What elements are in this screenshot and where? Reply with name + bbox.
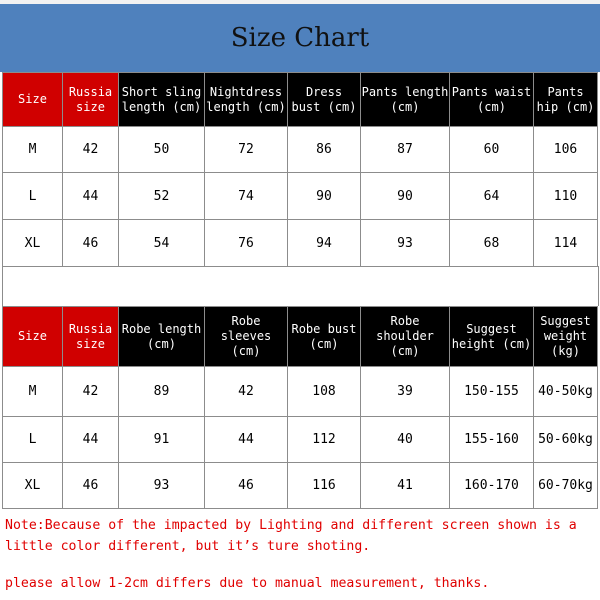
table-cell: XL [3, 463, 63, 509]
table-row [3, 127, 598, 173]
table-cell: 74 [205, 173, 288, 220]
table-cell: 91 [119, 417, 205, 463]
header-cell: Pants waist (cm) [450, 73, 534, 127]
table-cell: 44 [63, 417, 119, 463]
table-cell: 89 [119, 367, 205, 417]
table-cell: 94 [288, 220, 361, 267]
table-cell: 46 [63, 463, 119, 509]
table-cell: 93 [361, 220, 450, 267]
header-cell: Suggest height (cm) [450, 307, 534, 367]
table-header-row [3, 73, 598, 127]
header-cell: Robe sleeves (cm) [205, 307, 288, 367]
table-cell: 52 [119, 173, 205, 220]
header-cell: Russia size [63, 73, 119, 127]
table-cell: 110 [534, 173, 598, 220]
table-cell: 68 [450, 220, 534, 267]
table-row [3, 417, 598, 463]
header-cell: Size [3, 73, 63, 127]
header-cell: Size [3, 307, 63, 367]
header-cell: Pants hip (cm) [534, 73, 598, 127]
header-cell: Pants length (cm) [361, 73, 450, 127]
table-cell: 86 [288, 127, 361, 173]
header-cell: Suggest weight (kg) [534, 307, 598, 367]
table-cell: 155-160 [450, 417, 534, 463]
table-cell: 150-155 [450, 367, 534, 417]
measurement-note: please allow 1-2cm differs due to manual measurement, thanks. [5, 576, 490, 591]
table-cell: M [3, 367, 63, 417]
header-cell: Russia size [63, 307, 119, 367]
header-cell: Short sling length (cm) [119, 73, 205, 127]
table-cell: 90 [361, 173, 450, 220]
table-cell: 76 [205, 220, 288, 267]
table-cell: 116 [288, 463, 361, 509]
table-cell: 60-70kg [534, 463, 598, 509]
table-cell: 108 [288, 367, 361, 417]
table-spacer [2, 266, 599, 306]
table-cell: 41 [361, 463, 450, 509]
table-cell: XL [3, 220, 63, 267]
table-cell: 42 [63, 127, 119, 173]
table-row [3, 173, 598, 220]
table-cell: 44 [205, 417, 288, 463]
table-cell: 46 [63, 220, 119, 267]
table-cell: M [3, 127, 63, 173]
table-cell: 39 [361, 367, 450, 417]
table-cell: 72 [205, 127, 288, 173]
table-cell: 44 [63, 173, 119, 220]
table-row [3, 463, 598, 509]
table-cell: 42 [63, 367, 119, 417]
table-cell: 87 [361, 127, 450, 173]
table-cell: 40-50kg [534, 367, 598, 417]
table-cell: 90 [288, 173, 361, 220]
table-header-row [3, 307, 598, 367]
table-cell: L [3, 417, 63, 463]
header-cell: Robe length (cm) [119, 307, 205, 367]
table-cell: 93 [119, 463, 205, 509]
note-text: Note:Because of the impacted by Lighting and different screen shown is a little color different, but it’s ture shoting. [5, 518, 585, 554]
table-cell: 50-60kg [534, 417, 598, 463]
table-cell: 46 [205, 463, 288, 509]
table-row [3, 220, 598, 267]
table-cell: 54 [119, 220, 205, 267]
table-cell: 40 [361, 417, 450, 463]
table-cell: 112 [288, 417, 361, 463]
size-table-1 [2, 72, 598, 267]
table-cell: 64 [450, 173, 534, 220]
table-cell: L [3, 173, 63, 220]
table-cell: 60 [450, 127, 534, 173]
size-table-2 [2, 306, 598, 509]
table-cell: 114 [534, 220, 598, 267]
table-row [3, 367, 598, 417]
page-title: Size Chart [0, 4, 600, 72]
header-cell: Robe bust (cm) [288, 307, 361, 367]
table-cell: 106 [534, 127, 598, 173]
header-cell: Dress bust (cm) [288, 73, 361, 127]
table-cell: 160-170 [450, 463, 534, 509]
table-cell: 42 [205, 367, 288, 417]
header-cell: Nightdress length (cm) [205, 73, 288, 127]
table-cell: 50 [119, 127, 205, 173]
header-cell: Robe shoulder (cm) [361, 307, 450, 367]
